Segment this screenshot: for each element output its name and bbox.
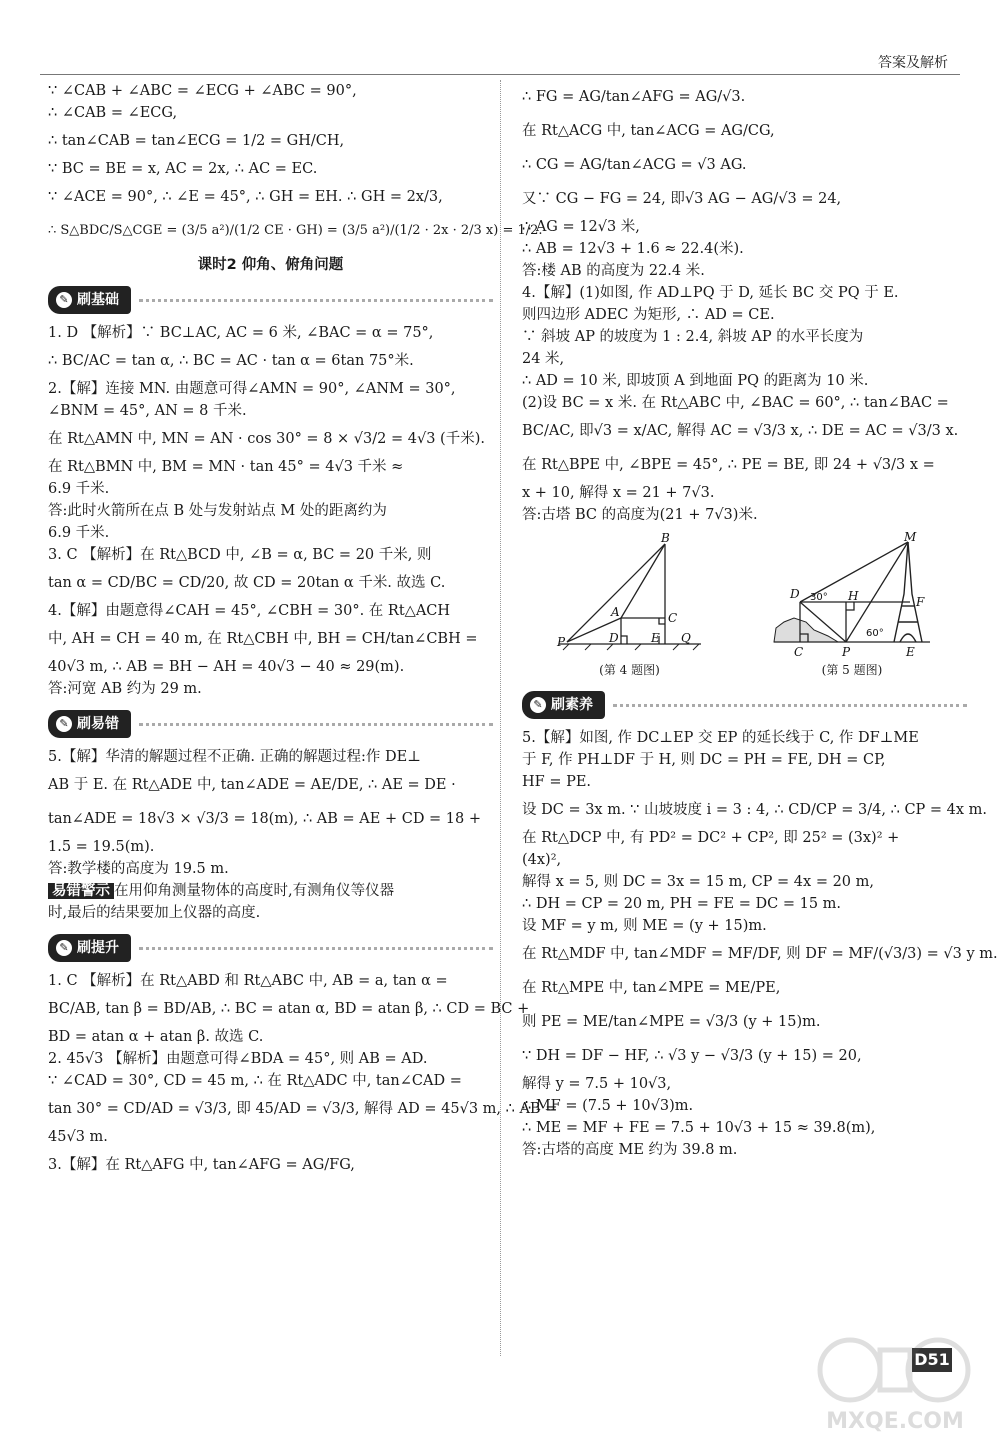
text-line: (2)设 BC = x 米. 在 Rt△ABC 中, ∠BAC = 60°, ∴ tan∠BAC =	[522, 395, 949, 411]
text-line: ∴ DH = CP = 20 m, PH = FE = DC = 15 m.	[522, 896, 842, 912]
section-badge	[48, 710, 131, 738]
label-D: D	[789, 587, 800, 601]
warning-line	[48, 880, 493, 902]
text-line: ∴ S△BDC/S△CGE = (3/5 a²)/(1/2 CE · GH) = (3/5 a²)/(1/2 · 2x · 2/3 x) = 1/2.	[48, 223, 543, 238]
text-line: ∴ FG = AG/tan∠AFG = AG/√3.	[522, 89, 746, 105]
section-badge	[522, 691, 605, 719]
section-label: 刷素养	[551, 697, 593, 713]
label-M: M	[903, 530, 916, 544]
text-line: BC/AC, 即√3 = x/AC, 解得 AC = √3/3 x, ∴ DE = AC = √3/3 x.	[522, 423, 959, 439]
pencil-icon: ✎	[56, 940, 72, 956]
text-line: 4.【解】由题意得∠CAH = 45°, ∠CBH = 30°. 在 Rt△ACH	[48, 603, 451, 619]
text-line: 3.【解】在 Rt△AFG 中, tan∠AFG = AG/FG,	[48, 1157, 355, 1173]
section-header-improve	[48, 934, 493, 962]
text-line: 又∵ CG − FG = 24, 即√3 AG − AG/√3 = 24,	[522, 191, 842, 207]
text-line: ∴ ∠CAB = ∠ECG,	[48, 105, 178, 121]
text-line: 5.【解】如图, 作 DC⊥EP 交 EP 的延长线于 C, 作 DF⊥ME	[522, 730, 919, 746]
figure-5	[770, 530, 935, 681]
column-separator	[500, 80, 501, 1356]
text-line: 在 Rt△BPE 中, ∠BPE = 45°, ∴ PE = BE, 即 24 + √3/3 x =	[522, 457, 935, 473]
section-label: 刷基础	[77, 292, 119, 308]
text-line: x + 10, 解得 x = 21 + 7√3.	[522, 485, 715, 501]
label-A: A	[610, 605, 620, 619]
text-line: 1. D 【解析】∵ BC⊥AC, AC = 6 米, ∠BAC = α = 75°,	[48, 325, 434, 341]
text-line: 解得 x = 5, 则 DC = 3x = 15 m, CP = 4x = 20 m,	[522, 874, 874, 890]
text-line: BC/AB, tan β = BD/AB, ∴ BC = atan α, BD = atan β, ∴ CD = BC +	[48, 1001, 530, 1017]
label-P: P	[556, 635, 565, 649]
text-line: 设 MF = y m, 则 ME = (y + 15)m.	[522, 918, 767, 934]
text-line: 3. C 【解析】在 Rt△BCD 中, ∠B = α, BC = 20 千米, 则	[48, 547, 432, 563]
dotted-rule	[613, 704, 967, 707]
warning-tag: 易错警示	[48, 883, 114, 899]
label-C: C	[793, 645, 803, 659]
section-label: 刷易错	[77, 716, 119, 732]
watermark-text: MXQE.COM	[826, 1409, 964, 1434]
text-line: ∴ AG = 12√3 米,	[522, 219, 640, 235]
page-header: 答案及解析	[878, 55, 948, 71]
page-number: D51	[912, 1348, 952, 1372]
text-line: 在 Rt△MPE 中, tan∠MPE = ME/PE,	[522, 980, 781, 996]
text-line: 1.5 = 19.5(m).	[48, 839, 155, 855]
text-line: 6.9 千米.	[48, 481, 110, 497]
header-rule	[40, 74, 960, 75]
text-line: 答:古塔的高度 ME 约为 39.8 m.	[522, 1142, 738, 1158]
figure-4	[555, 531, 705, 681]
figure-4-diagram	[555, 531, 705, 659]
warning-text: 时,最后的结果要加上仪器的高度.	[48, 905, 261, 921]
label-B: B	[660, 531, 670, 545]
text-line: 答:教学楼的高度为 19.5 m.	[48, 861, 229, 877]
text-line: 则四边形 ADEC 为矩形, ∴ AD = CE.	[522, 307, 775, 323]
angle-30: 30°	[809, 592, 828, 603]
label-H: H	[847, 589, 858, 603]
section-badge	[48, 286, 131, 314]
text-line: ∴ AD = 10 米, 即坡顶 A 到地面 PQ 的距离为 10 米.	[522, 373, 869, 389]
label-E: E	[650, 631, 660, 645]
text-line: 解得 y = 7.5 + 10√3,	[522, 1076, 672, 1092]
section-badge	[48, 934, 131, 962]
text-line: 在 Rt△AMN 中, MN = AN · cos 30° = 8 × √3/2 = 4√3 (千米).	[48, 431, 485, 447]
text-line: 答:古塔 BC 的高度为(21 + 7√3)米.	[522, 507, 758, 523]
text-line: 1. C 【解析】在 Rt△ABD 和 Rt△ABC 中, AB = a, tan α =	[48, 973, 448, 989]
dotted-rule	[139, 723, 493, 726]
text-line: 2.【解】连接 MN. 由题意可得∠AMN = 90°, ∠ANM = 30°,	[48, 381, 456, 397]
text-line: ∵ BC = BE = x, AC = 2x, ∴ AC = EC.	[48, 161, 318, 177]
text-line: 45√3 m.	[48, 1129, 108, 1145]
text-line: 在 Rt△MDF 中, tan∠MDF = MF/DF, 则 DF = MF/(√3/3) = √3 y m.	[522, 946, 998, 962]
text-line: 答:河宽 AB 约为 29 m.	[48, 681, 202, 697]
text-line: 在 Rt△BMN 中, BM = MN · tan 45° = 4√3 千米 ≈	[48, 459, 404, 475]
section-header-basic	[48, 286, 493, 314]
text-line: 中, AH = CH = 40 m, 在 Rt△CBH 中, BH = CH/tan∠CBH =	[48, 631, 478, 647]
text-line: ∴ CG = AG/tan∠ACG = √3 AG.	[522, 157, 747, 173]
text-line: 在 Rt△DCP 中, 有 PD² = DC² + CP², 即 25² = (3x)² +	[522, 830, 900, 846]
text-line: HF = PE.	[522, 774, 592, 790]
text-line: 则 PE = ME/tan∠MPE = √3/3 (y + 15)m.	[522, 1014, 821, 1030]
figure-5-caption: (第 5 题图)	[821, 663, 883, 677]
pencil-icon: ✎	[56, 716, 72, 732]
figure-4-caption: (第 4 题图)	[599, 663, 660, 677]
text-line: 设 DC = 3x m. ∵ 山坡坡度 i = 3 : 4, ∴ CD/CP = 3/4, ∴ CP = 4x m.	[522, 802, 988, 818]
text-line: tan α = CD/BC = CD/20, 故 CD = 20tan α 千米. 故选 C.	[48, 575, 446, 591]
text-line: BD = atan α + atan β. 故选 C.	[48, 1029, 264, 1045]
dotted-rule	[139, 299, 493, 302]
text-line: 5.【解】华清的解题过程不正确. 正确的解题过程:作 DE⊥	[48, 749, 421, 765]
section-label: 刷提升	[77, 940, 119, 956]
pencil-icon: ✎	[56, 292, 72, 308]
warning-text: 在用仰角测量物体的高度时,有测角仪等仪器	[114, 883, 395, 899]
figure-5-diagram	[770, 530, 935, 659]
text-line: ∴ tan∠CAB = tan∠ECG = 1/2 = GH/CH,	[48, 133, 345, 149]
text-line: ∵ 斜坡 AP 的坡度为 1 : 2.4, 斜坡 AP 的水平长度为	[522, 329, 864, 345]
label-E: E	[905, 645, 915, 659]
label-D: D	[608, 631, 619, 645]
angle-60: 60°	[865, 628, 884, 639]
text-line: 于 F, 作 PH⊥DF 于 H, 则 DC = PH = FE, DH = CP,	[522, 752, 886, 768]
text-line: ∴ AB = 12√3 + 1.6 ≈ 22.4(米).	[522, 241, 744, 257]
text-line: ∵ ∠CAD = 30°, CD = 45 m, ∴ 在 Rt△ADC 中, tan∠CAD =	[48, 1073, 462, 1089]
text-line: 答:此时火箭所在点 B 处与发射站点 M 处的距离约为	[48, 503, 387, 519]
section-header-quality	[522, 691, 967, 719]
pencil-icon: ✎	[530, 697, 546, 713]
right-column	[522, 80, 998, 1161]
text-line: ∵ DH = DF − HF, ∴ √3 y − √3/3 (y + 15) = 20,	[522, 1048, 862, 1064]
figures-row	[522, 530, 967, 681]
text-line: ∵ ∠ACE = 90°, ∴ ∠E = 45°, ∴ GH = EH. ∴ GH = 2x/3,	[48, 189, 443, 205]
text-line: ∴ ME = MF + FE = 7.5 + 10√3 + 15 ≈ 39.8(m),	[522, 1120, 876, 1136]
text-line: 24 米,	[522, 351, 565, 367]
label-C: C	[667, 611, 677, 625]
text-line: 4.【解】(1)如图, 作 AD⊥PQ 于 D, 延长 BC 交 PQ 于 E.	[522, 285, 899, 301]
text-line: 在 Rt△ACG 中, tan∠ACG = AG/CG,	[522, 123, 775, 139]
watermark	[810, 1330, 980, 1440]
label-Q: Q	[680, 631, 691, 645]
lesson-title: 课时2 仰角、俯角问题	[197, 257, 344, 273]
hill-shape	[774, 618, 838, 642]
text-line: 6.9 千米.	[48, 525, 110, 541]
text-line: tan∠ADE = 18√3 × √3/3 = 18(m), ∴ AB = AE + CD = 18 +	[48, 811, 482, 827]
dotted-rule	[139, 947, 493, 950]
text-line: 40√3 m, ∴ AB = BH − AH = 40√3 − 40 ≈ 29(m).	[48, 659, 405, 675]
text-line: ∵ ∠CAB + ∠ABC = ∠ECG + ∠ABC = 90°,	[48, 83, 357, 99]
text-line: 2. 45√3 【解析】由题意可得∠BDA = 45°, 则 AB = AD.	[48, 1051, 428, 1067]
text-line: 答:楼 AB 的高度为 22.4 米.	[522, 263, 705, 279]
label-F: F	[915, 595, 924, 609]
text-line: ∴ BC/AC = tan α, ∴ BC = AC · tan α = 6tan 75°米.	[48, 353, 414, 369]
watermark-logo-icon	[810, 1330, 980, 1410]
text-line: tan 30° = CD/AD = √3/3, 即 45/AD = √3/3, 解得 AD = 45√3 m, ∴ AB =	[48, 1101, 558, 1117]
text-line: AB 于 E. 在 Rt△ADE 中, tan∠ADE = AE/DE, ∴ AE = DE ·	[48, 777, 456, 793]
text-line: ∴ MF = (7.5 + 10√3)m.	[522, 1098, 694, 1114]
text-line: ∠BNM = 45°, AN = 8 千米.	[48, 403, 247, 419]
label-P: P	[841, 645, 850, 659]
section-header-error	[48, 710, 493, 738]
text-line: (4x)²,	[522, 852, 562, 868]
